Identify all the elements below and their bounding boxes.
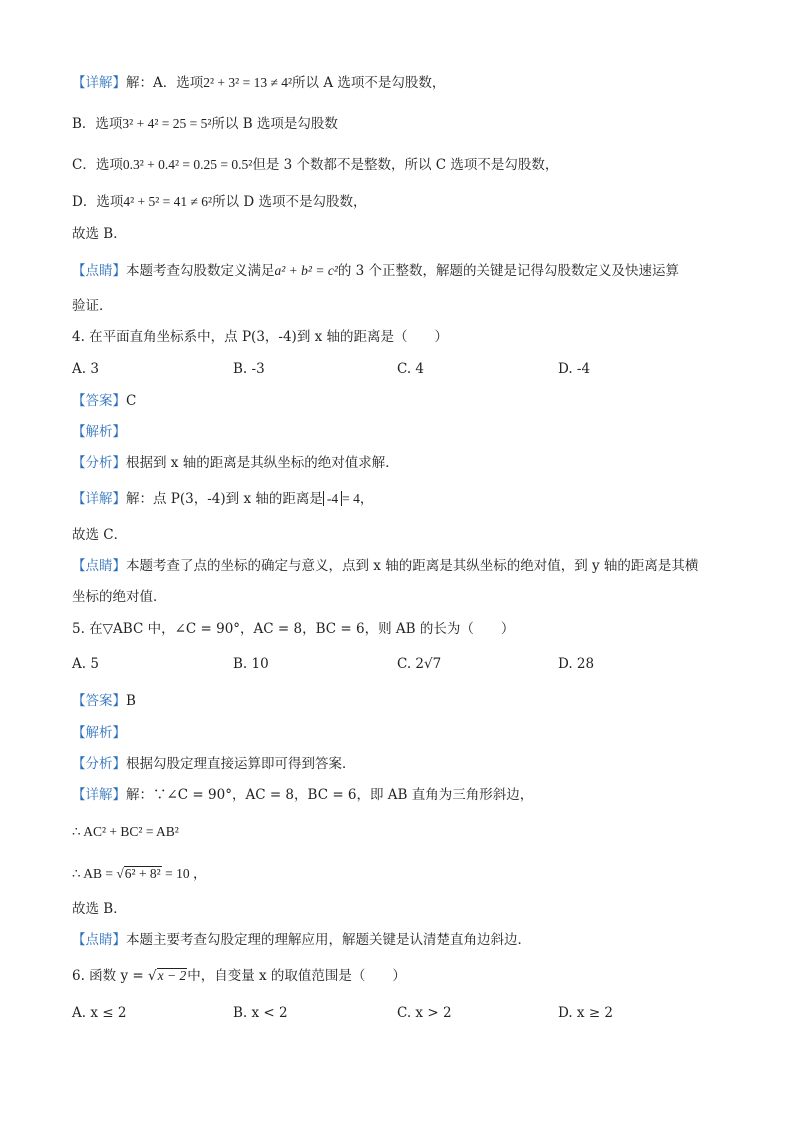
line-text: 的 3 个正整数，解题的关键是记得勾股数定义及快速运算 — [337, 263, 680, 279]
choose-line: 故选 B． — [72, 226, 127, 242]
q5-detail — [72, 786, 533, 804]
note-tag: 【点睛】 — [72, 932, 126, 948]
math-expression: 3² + 4² = 25 = 5² — [122, 116, 212, 131]
line-text: 本题考查勾股数定义满足 — [126, 263, 275, 279]
q5-answer — [72, 692, 136, 710]
line-text: 解：A．选项 — [126, 75, 204, 91]
q4-option-d: D. -4 — [558, 361, 591, 377]
absolute-value: -4 — [323, 491, 342, 506]
line-text: C．选项 — [72, 157, 123, 173]
note-line-cont: 验证． — [72, 298, 113, 314]
line-text: D．选项 — [72, 194, 124, 210]
answer-tag: 【答案】 — [72, 393, 126, 409]
line-text: 所以 A 选项不是勾股数， — [292, 75, 446, 91]
line-text: = 10 ， — [165, 866, 207, 881]
q6-option-a: A. x ≤ 2 — [72, 1005, 127, 1021]
q5-choose: 故选 B． — [72, 901, 127, 917]
radicand: 6² + 8² — [124, 866, 161, 881]
fenxi-tag: 【分析】 — [72, 455, 126, 471]
line-text: 所以 D 选项不是勾股数， — [212, 194, 367, 210]
detail-tag: 【详解】 — [72, 787, 126, 803]
line-text: 6. 函数 y = — [72, 968, 144, 984]
q5-stem: 5. 在▽ABC 中，∠C = 90°，AC = 8，BC = 6，则 AB 的长为（ ） — [72, 621, 515, 637]
line-text: 本题考查了点的坐标的确定与意义，点到 x 轴的距离是其纵坐标的绝对值，到 y 轴的距离是其横 — [126, 558, 699, 574]
q4-analysis-tag: 【解析】 — [72, 424, 126, 440]
detail-tag: 【详解】 — [72, 75, 126, 91]
line-text: 根据到 x 轴的距离是其纵坐标的绝对值求解． — [126, 455, 399, 471]
fenxi-tag: 【分析】 — [72, 756, 126, 772]
q5-option-b: B. 10 — [233, 656, 269, 672]
line-text: 根据勾股定理直接运算即可得到答案． — [126, 756, 356, 772]
line-text: 本题主要考查勾股定理的理解应用，解题关键是认清楚直角边斜边． — [126, 932, 531, 948]
q4-answer — [72, 392, 136, 410]
radicand: x − 2 — [157, 968, 187, 983]
line-text: 但是 3 个数都不是整数，所以 C 选项不是勾股数， — [252, 157, 559, 173]
q4-option-a: A. 3 — [72, 361, 99, 377]
q4-fenxi — [72, 454, 399, 472]
q5-note — [72, 931, 531, 949]
detail-line-c — [72, 156, 558, 174]
q6-option-c: C. x > 2 — [397, 1005, 452, 1021]
q4-option-c: C. 4 — [397, 361, 425, 377]
q5-option-d: D. 28 — [558, 656, 595, 672]
q5-fenxi — [72, 755, 356, 773]
q6-option-b: B. x < 2 — [233, 1005, 288, 1021]
q4-stem: 4. 在平面直角坐标系中，点 P(3，-4)到 x 轴的距离是（ ） — [72, 329, 449, 345]
note-tag: 【点睛】 — [72, 558, 126, 574]
detail-line-d — [72, 193, 367, 211]
math-expression: 0.3² + 0.4² = 0.25 = 0.5² — [122, 157, 253, 172]
detail-tag: 【详解】 — [72, 491, 126, 507]
answer-tag: 【答案】 — [72, 693, 126, 709]
q4-choose: 故选 C． — [72, 527, 128, 543]
q4-option-b: B. -3 — [233, 361, 265, 377]
q6-option-d: D. x ≥ 2 — [558, 1005, 614, 1021]
q4-note-cont: 坐标的绝对值． — [72, 589, 167, 605]
note-line — [72, 262, 679, 280]
q5-step2: ∴ AB = √6² + 8² = 10 ， — [72, 866, 207, 881]
line-text: 解：∵∠C = 90°，AC = 8，BC = 6，即 AB 直角为三角形斜边， — [126, 787, 534, 803]
note-tag: 【点睛】 — [72, 263, 126, 279]
math-expression: 4² + 5² = 41 ≠ 6² — [123, 194, 213, 209]
q5-step1: ∴ AC² + BC² = AB² — [72, 824, 179, 839]
answer-value: C — [126, 393, 137, 409]
answer-value: B — [126, 693, 136, 709]
q4-detail — [72, 490, 373, 508]
math-expression: 2² + 3² = 13 ≠ 4² — [203, 75, 293, 90]
q5-option-c: C. 2√7 — [397, 656, 442, 672]
q4-note — [72, 557, 698, 575]
line-text: B．选项 — [72, 116, 123, 132]
line-text: 解：点 P(3，-4)到 x 轴的距离是 — [126, 491, 323, 507]
line-text: 中，自变量 x 的取值范围是（ ） — [187, 968, 406, 984]
line-text: 所以 B 选项是勾股数 — [211, 116, 338, 132]
line-text: ∴ AB = — [72, 866, 113, 881]
line-text: = 4， — [342, 491, 374, 506]
q6-stem: 6. 函数 y = √x − 2中，自变量 x 的取值范围是（ ） — [72, 968, 406, 984]
q5-analysis-tag: 【解析】 — [72, 725, 126, 741]
detail-line-a — [72, 74, 445, 92]
detail-line-b — [72, 115, 338, 133]
q5-option-a: A. 5 — [72, 656, 99, 672]
math-expression: a² + b² = c² — [274, 263, 338, 278]
